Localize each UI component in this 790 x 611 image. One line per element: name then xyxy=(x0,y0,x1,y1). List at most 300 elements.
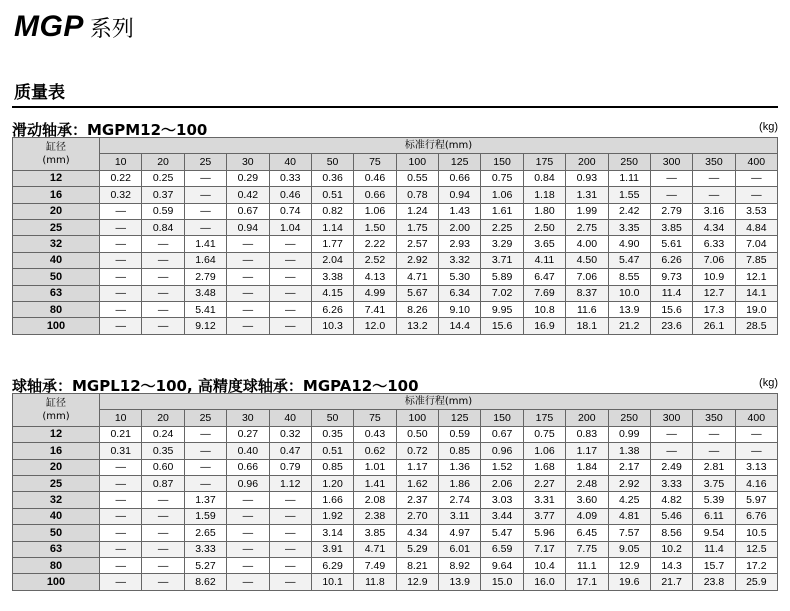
mass-value-cell: 9.64 xyxy=(481,557,523,573)
mass-value-cell: — xyxy=(269,574,311,590)
mass-value-cell: 6.47 xyxy=(523,269,565,285)
mass-value-cell: 2.79 xyxy=(650,203,692,219)
mass-value-cell: 8.37 xyxy=(566,285,608,301)
stroke-header-cell: 20 xyxy=(142,410,184,426)
page-title xyxy=(14,10,134,44)
mass-value-cell: — xyxy=(142,557,184,573)
stroke-header-cell: 350 xyxy=(693,410,735,426)
bore-size-cell: 40 xyxy=(13,508,100,524)
mass-value-cell: 5.61 xyxy=(650,236,692,252)
mass-value-cell: 0.82 xyxy=(311,203,353,219)
stroke-header-cell: 400 xyxy=(735,410,777,426)
stroke-header-cell: 50 xyxy=(311,154,353,170)
bore-size-cell: 80 xyxy=(13,557,100,573)
mass-value-cell: 0.59 xyxy=(142,203,184,219)
mass-value-cell: 2.27 xyxy=(523,475,565,491)
mass-value-cell: 1.04 xyxy=(269,219,311,235)
mass-value-cell: 7.04 xyxy=(735,236,777,252)
mass-value-cell: — xyxy=(269,318,311,334)
mass-value-cell: 4.84 xyxy=(735,219,777,235)
mass-value-cell: — xyxy=(100,492,142,508)
mass-value-cell: 6.26 xyxy=(311,301,353,317)
mass-value-cell: — xyxy=(100,219,142,235)
mass-value-cell: 6.59 xyxy=(481,541,523,557)
mass-value-cell: 0.46 xyxy=(269,187,311,203)
mass-value-cell: 23.8 xyxy=(693,574,735,590)
mass-value-cell: — xyxy=(227,285,269,301)
mass-value-cell: 10.0 xyxy=(608,285,650,301)
mass-value-cell: 9.12 xyxy=(184,318,226,334)
mass-value-cell: 8.62 xyxy=(184,574,226,590)
mass-value-cell: 1.92 xyxy=(311,508,353,524)
mass-value-cell: 0.29 xyxy=(227,170,269,186)
bore-size-cell: 20 xyxy=(13,203,100,219)
mass-value-cell: 1.77 xyxy=(311,236,353,252)
mass-value-cell: 2.42 xyxy=(608,203,650,219)
mass-value-cell: 3.65 xyxy=(523,236,565,252)
stroke-header-cell: 75 xyxy=(354,154,396,170)
mass-value-cell: 0.66 xyxy=(354,187,396,203)
mass-value-cell: 1.18 xyxy=(523,187,565,203)
mass-value-cell: 0.60 xyxy=(142,459,184,475)
mass-value-cell: — xyxy=(693,187,735,203)
stroke-header-cell: 200 xyxy=(566,154,608,170)
mass-value-cell: — xyxy=(269,541,311,557)
table-row xyxy=(13,252,778,268)
mass-value-cell: 3.75 xyxy=(693,475,735,491)
mass-value-cell: — xyxy=(142,525,184,541)
mass-value-cell: 5.67 xyxy=(396,285,438,301)
mass-value-cell: 10.4 xyxy=(523,557,565,573)
mass-value-cell: 0.32 xyxy=(269,426,311,442)
mass-value-cell: 2.17 xyxy=(608,459,650,475)
mass-value-cell: 10.5 xyxy=(735,525,777,541)
mass-value-cell: 0.55 xyxy=(396,170,438,186)
mass-value-cell: 4.34 xyxy=(396,525,438,541)
mass-value-cell: 1.64 xyxy=(184,252,226,268)
mass-value-cell: 13.9 xyxy=(439,574,481,590)
mass-value-cell: 25.9 xyxy=(735,574,777,590)
mass-value-cell: 8.92 xyxy=(439,557,481,573)
stroke-header-cell: 250 xyxy=(608,410,650,426)
mass-value-cell: 1.61 xyxy=(481,203,523,219)
mass-value-cell: 0.67 xyxy=(481,426,523,442)
stroke-header-cell: 300 xyxy=(650,154,692,170)
mass-value-cell: 0.37 xyxy=(142,187,184,203)
table-row xyxy=(13,426,778,442)
mass-value-cell: — xyxy=(227,236,269,252)
mass-value-cell: 2.38 xyxy=(354,508,396,524)
table-caption-text: 滑动轴承：MGPM12～100 xyxy=(12,121,208,139)
mass-value-cell: 0.83 xyxy=(566,426,608,442)
mass-value-cell: 0.51 xyxy=(311,443,353,459)
mass-value-cell: — xyxy=(100,236,142,252)
mass-value-cell: 0.96 xyxy=(481,443,523,459)
mass-value-cell: 1.06 xyxy=(481,187,523,203)
mass-value-cell: 0.32 xyxy=(100,187,142,203)
mass-value-cell: 4.90 xyxy=(608,236,650,252)
mass-value-cell: 1.06 xyxy=(354,203,396,219)
mass-value-cell: 5.89 xyxy=(481,269,523,285)
stroke-header-cell: 175 xyxy=(523,410,565,426)
mass-value-cell: 11.8 xyxy=(354,574,396,590)
stroke-header-cell: 250 xyxy=(608,154,650,170)
stroke-header-cell: 400 xyxy=(735,154,777,170)
mass-value-cell: 0.42 xyxy=(227,187,269,203)
bore-size-cell: 50 xyxy=(13,525,100,541)
mass-value-cell: 14.4 xyxy=(439,318,481,334)
mass-value-cell: 0.24 xyxy=(142,426,184,442)
mass-value-cell: — xyxy=(227,541,269,557)
mass-value-cell: 8.26 xyxy=(396,301,438,317)
bore-size-cell: 16 xyxy=(13,187,100,203)
mass-value-cell: 4.71 xyxy=(354,541,396,557)
mass-value-cell: 7.49 xyxy=(354,557,396,573)
bore-size-cell: 16 xyxy=(13,443,100,459)
mass-value-cell: — xyxy=(227,318,269,334)
mass-value-cell: — xyxy=(269,301,311,317)
section-title: 质量表 xyxy=(14,83,65,103)
mass-value-cell: 1.86 xyxy=(439,475,481,491)
mass-value-cell: 3.32 xyxy=(439,252,481,268)
mass-value-cell: — xyxy=(650,443,692,459)
mass-value-cell: — xyxy=(142,318,184,334)
mass-value-cell: — xyxy=(142,574,184,590)
mass-value-cell: 3.16 xyxy=(693,203,735,219)
stroke-header-cell: 10 xyxy=(100,410,142,426)
table-row xyxy=(13,170,778,186)
mass-value-cell: — xyxy=(735,187,777,203)
mass-value-cell: 3.85 xyxy=(354,525,396,541)
mass-value-cell: 8.55 xyxy=(608,269,650,285)
mass-value-cell: 5.29 xyxy=(396,541,438,557)
mass-value-cell: 3.91 xyxy=(311,541,353,557)
mass-value-cell: 6.34 xyxy=(439,285,481,301)
mass-value-cell: 0.22 xyxy=(100,170,142,186)
mass-value-cell: — xyxy=(184,443,226,459)
mass-value-cell: 7.57 xyxy=(608,525,650,541)
mass-value-cell: 7.02 xyxy=(481,285,523,301)
mass-value-cell: — xyxy=(100,557,142,573)
mass-value-cell: 14.1 xyxy=(735,285,777,301)
bore-size-cell: 25 xyxy=(13,475,100,491)
stroke-header-cell: 10 xyxy=(100,154,142,170)
table-row xyxy=(13,285,778,301)
bore-size-cell: 12 xyxy=(13,170,100,186)
mass-value-cell: 4.16 xyxy=(735,475,777,491)
mass-value-cell: — xyxy=(184,219,226,235)
mass-value-cell: — xyxy=(269,252,311,268)
mass-value-cell: — xyxy=(650,170,692,186)
mass-value-cell: 2.79 xyxy=(184,269,226,285)
mass-value-cell: 1.38 xyxy=(608,443,650,459)
mass-value-cell: 2.37 xyxy=(396,492,438,508)
stroke-header: 标准行程(mm) xyxy=(100,138,778,154)
series-name: MGP xyxy=(14,10,84,43)
mass-value-cell: 26.1 xyxy=(693,318,735,334)
mass-value-cell: 1.01 xyxy=(354,459,396,475)
mass-value-cell: 0.59 xyxy=(439,426,481,442)
mass-value-cell: — xyxy=(184,203,226,219)
mass-value-cell: 9.95 xyxy=(481,301,523,317)
mass-value-cell: 0.40 xyxy=(227,443,269,459)
mass-value-cell: 4.11 xyxy=(523,252,565,268)
mass-value-cell: 5.46 xyxy=(650,508,692,524)
mass-value-cell: 0.75 xyxy=(523,426,565,442)
mass-value-cell: 3.14 xyxy=(311,525,353,541)
mass-value-cell: — xyxy=(142,492,184,508)
mass-value-cell: 3.77 xyxy=(523,508,565,524)
mass-value-cell: 9.54 xyxy=(693,525,735,541)
mass-value-cell: 12.0 xyxy=(354,318,396,334)
stroke-header-cell: 30 xyxy=(227,410,269,426)
mass-value-cell: 6.33 xyxy=(693,236,735,252)
mass-value-cell: — xyxy=(269,236,311,252)
mass-value-cell: — xyxy=(269,525,311,541)
mass-value-cell: 5.41 xyxy=(184,301,226,317)
table-row xyxy=(13,219,778,235)
mass-value-cell: — xyxy=(269,508,311,524)
mass-value-cell: 0.50 xyxy=(396,426,438,442)
mass-value-cell: 0.96 xyxy=(227,475,269,491)
mass-value-cell: — xyxy=(227,252,269,268)
mass-value-cell: — xyxy=(100,541,142,557)
mass-value-cell: 11.4 xyxy=(650,285,692,301)
bore-size-cell: 63 xyxy=(13,285,100,301)
stroke-header: 标准行程(mm) xyxy=(100,394,778,410)
mass-value-cell: 0.72 xyxy=(396,443,438,459)
mass-value-cell: — xyxy=(100,203,142,219)
mass-value-cell: 3.44 xyxy=(481,508,523,524)
bore-size-cell: 32 xyxy=(13,492,100,508)
mass-value-cell: 2.81 xyxy=(693,459,735,475)
stroke-header-cell: 125 xyxy=(439,154,481,170)
mass-value-cell: — xyxy=(184,459,226,475)
mass-value-cell: 17.3 xyxy=(693,301,735,317)
stroke-row xyxy=(13,410,778,426)
mass-value-cell: 0.84 xyxy=(523,170,565,186)
stroke-header-cell: 40 xyxy=(269,410,311,426)
mass-value-cell: 2.75 xyxy=(566,219,608,235)
mass-value-cell: 4.00 xyxy=(566,236,608,252)
mass-value-cell: 0.62 xyxy=(354,443,396,459)
mass-value-cell: — xyxy=(100,459,142,475)
mass-value-cell: — xyxy=(693,170,735,186)
mass-value-cell: 3.11 xyxy=(439,508,481,524)
mass-value-cell: 10.2 xyxy=(650,541,692,557)
mass-value-cell: 11.1 xyxy=(566,557,608,573)
stroke-header-cell: 150 xyxy=(481,154,523,170)
mass-value-cell: — xyxy=(650,426,692,442)
mass-value-cell: 0.51 xyxy=(311,187,353,203)
mass-value-cell: 6.45 xyxy=(566,525,608,541)
mass-value-cell: 3.33 xyxy=(650,475,692,491)
stroke-header-cell: 350 xyxy=(693,154,735,170)
mass-value-cell: 0.43 xyxy=(354,426,396,442)
mass-value-cell: 1.75 xyxy=(396,219,438,235)
mass-value-cell: 2.00 xyxy=(439,219,481,235)
bore-size-cell: 50 xyxy=(13,269,100,285)
mass-value-cell: 1.59 xyxy=(184,508,226,524)
mass-value-cell: — xyxy=(100,252,142,268)
mass-value-cell: — xyxy=(269,557,311,573)
mass-value-cell: 4.82 xyxy=(650,492,692,508)
mass-value-cell: 1.55 xyxy=(608,187,650,203)
bore-header-unit: (mm) xyxy=(42,154,70,166)
stroke-header-cell: 50 xyxy=(311,410,353,426)
mass-value-cell: — xyxy=(100,285,142,301)
mass-value-cell: 1.17 xyxy=(566,443,608,459)
mass-value-cell: 17.1 xyxy=(566,574,608,590)
stroke-header-cell: 100 xyxy=(396,154,438,170)
table-row xyxy=(13,443,778,459)
mass-value-cell: 7.06 xyxy=(566,269,608,285)
mass-value-cell: 15.6 xyxy=(650,301,692,317)
mass-value-cell: 21.7 xyxy=(650,574,692,590)
table-row xyxy=(13,203,778,219)
mass-value-cell: — xyxy=(100,301,142,317)
mass-value-cell: 1.66 xyxy=(311,492,353,508)
mass-value-cell: 6.01 xyxy=(439,541,481,557)
table-row xyxy=(13,508,778,524)
mass-value-cell: — xyxy=(227,508,269,524)
mass-value-cell: — xyxy=(693,443,735,459)
mass-value-cell: — xyxy=(693,426,735,442)
mass-value-cell: 5.96 xyxy=(523,525,565,541)
table-row xyxy=(13,525,778,541)
bore-size-cell: 100 xyxy=(13,318,100,334)
mass-value-cell: 2.57 xyxy=(396,236,438,252)
bore-size-cell: 12 xyxy=(13,426,100,442)
unit-label: (kg) xyxy=(759,377,778,389)
mass-value-cell: 9.10 xyxy=(439,301,481,317)
mass-value-cell: — xyxy=(142,301,184,317)
mass-value-cell: 16.9 xyxy=(523,318,565,334)
mass-value-cell: 2.52 xyxy=(354,252,396,268)
mass-value-cell: 4.15 xyxy=(311,285,353,301)
mass-value-cell: 11.6 xyxy=(566,301,608,317)
mass-value-cell: — xyxy=(100,574,142,590)
mass-value-cell: 0.21 xyxy=(100,426,142,442)
mass-value-cell: 0.36 xyxy=(311,170,353,186)
mass-value-cell: 28.5 xyxy=(735,318,777,334)
mass-value-cell: — xyxy=(735,443,777,459)
mass-value-cell: 2.06 xyxy=(481,475,523,491)
mass-value-cell: 3.85 xyxy=(650,219,692,235)
mass-value-cell: 1.84 xyxy=(566,459,608,475)
table-caption-text: 球轴承：MGPL12～100, 高精度球轴承：MGPA12～100 xyxy=(12,377,419,395)
mass-value-cell: 2.49 xyxy=(650,459,692,475)
mass-value-cell: — xyxy=(184,170,226,186)
bore-header xyxy=(13,394,100,427)
mass-value-cell: 1.14 xyxy=(311,219,353,235)
mass-value-cell: — xyxy=(100,318,142,334)
mass-value-cell: 7.85 xyxy=(735,252,777,268)
mass-value-cell: 0.46 xyxy=(354,170,396,186)
mass-value-cell: — xyxy=(184,475,226,491)
bore-header-label: 缸径 xyxy=(46,397,66,409)
bore-header xyxy=(13,138,100,171)
stroke-header-cell: 75 xyxy=(354,410,396,426)
mass-value-cell: 1.36 xyxy=(439,459,481,475)
mass-value-cell: — xyxy=(227,574,269,590)
mass-value-cell: 14.3 xyxy=(650,557,692,573)
mass-value-cell: 6.11 xyxy=(693,508,735,524)
mass-value-cell: 15.0 xyxy=(481,574,523,590)
mass-value-cell: — xyxy=(269,285,311,301)
mass-value-cell: 1.06 xyxy=(523,443,565,459)
mass-value-cell: — xyxy=(100,475,142,491)
mass-value-cell: 2.04 xyxy=(311,252,353,268)
stroke-header-cell: 25 xyxy=(184,154,226,170)
mass-value-cell: 4.81 xyxy=(608,508,650,524)
mass-value-cell: 1.24 xyxy=(396,203,438,219)
stroke-header-cell: 150 xyxy=(481,410,523,426)
mass-value-cell: 5.47 xyxy=(608,252,650,268)
mass-value-cell: 21.2 xyxy=(608,318,650,334)
mass-value-cell: 5.97 xyxy=(735,492,777,508)
mass-value-cell: 1.62 xyxy=(396,475,438,491)
mass-value-cell: — xyxy=(100,269,142,285)
mass-value-cell: 5.47 xyxy=(481,525,523,541)
mass-value-cell: — xyxy=(142,269,184,285)
mass-value-cell: 5.27 xyxy=(184,557,226,573)
unit-label: (kg) xyxy=(759,121,778,133)
mass-value-cell: 0.67 xyxy=(227,203,269,219)
mass-value-cell: 1.50 xyxy=(354,219,396,235)
mass-value-cell: — xyxy=(735,426,777,442)
mass-value-cell: — xyxy=(227,525,269,541)
mass-value-cell: 4.97 xyxy=(439,525,481,541)
mass-value-cell: 4.25 xyxy=(608,492,650,508)
mass-value-cell: — xyxy=(269,269,311,285)
section-header xyxy=(12,78,778,108)
mass-value-cell: 2.70 xyxy=(396,508,438,524)
mass-value-cell: 10.9 xyxy=(693,269,735,285)
mass-value-cell: — xyxy=(142,236,184,252)
bore-size-cell: 100 xyxy=(13,574,100,590)
mass-value-cell: 7.17 xyxy=(523,541,565,557)
mass-table-block-ball xyxy=(12,375,778,591)
table-row xyxy=(13,557,778,573)
mass-value-cell: 0.99 xyxy=(608,426,650,442)
mass-value-cell: 3.33 xyxy=(184,541,226,557)
table-row xyxy=(13,541,778,557)
mass-value-cell: 10.8 xyxy=(523,301,565,317)
mass-value-cell: 1.37 xyxy=(184,492,226,508)
mass-value-cell: 2.74 xyxy=(439,492,481,508)
table-row xyxy=(13,475,778,491)
mass-value-cell: 1.20 xyxy=(311,475,353,491)
bore-header-label: 缸径 xyxy=(46,141,66,153)
mass-value-cell: 2.65 xyxy=(184,525,226,541)
mass-value-cell: — xyxy=(184,187,226,203)
mass-value-cell: 1.99 xyxy=(566,203,608,219)
mass-value-cell: 2.08 xyxy=(354,492,396,508)
stroke-header-cell: 175 xyxy=(523,154,565,170)
mass-value-cell: — xyxy=(142,252,184,268)
stroke-header-cell: 40 xyxy=(269,154,311,170)
mass-value-cell: 1.41 xyxy=(354,475,396,491)
mass-value-cell: 15.6 xyxy=(481,318,523,334)
stroke-header-cell: 200 xyxy=(566,410,608,426)
mass-value-cell: 4.09 xyxy=(566,508,608,524)
mass-value-cell: 0.75 xyxy=(481,170,523,186)
mass-value-cell: 3.35 xyxy=(608,219,650,235)
bore-size-cell: 20 xyxy=(13,459,100,475)
mass-value-cell: 2.48 xyxy=(566,475,608,491)
mass-value-cell: 0.47 xyxy=(269,443,311,459)
